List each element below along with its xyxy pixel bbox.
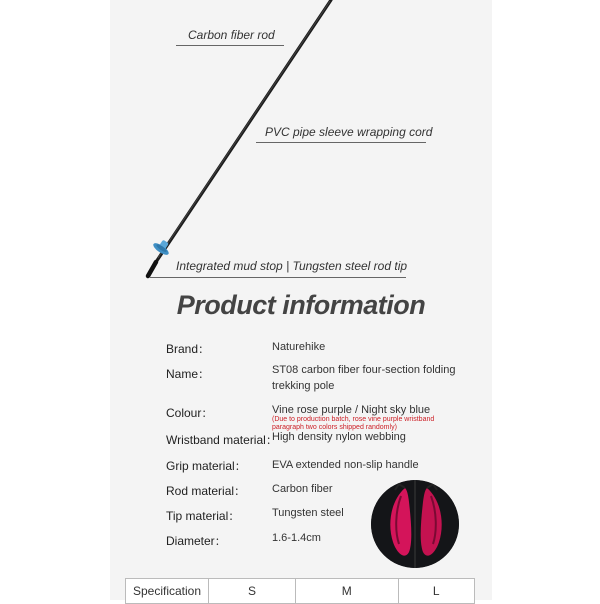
callout-rod: Carbon fiber rod (188, 28, 275, 42)
spec-value-brand: Naturehike (272, 341, 326, 353)
spec-value-grip: EVA extended non-slip handle (272, 459, 419, 471)
spec-label-diameter: Diameter： (166, 534, 227, 548)
spec-label-grip: Grip material： (166, 459, 247, 473)
tungsten-tip (148, 262, 156, 276)
callout-tip: Integrated mud stop | Tungsten steel rod tip (176, 259, 408, 273)
spec-value-wristband: High density nylon webbing (272, 431, 406, 443)
spec-label-wristband: Wristband material： (166, 433, 278, 447)
spec-label-tip: Tip material： (166, 509, 241, 523)
spec-value-diameter: 1.6-1.4cm (272, 532, 321, 544)
table-size-s: S (209, 579, 296, 604)
table-header-specification: Specification (126, 579, 209, 604)
spec-value-colour: Vine rose purple / Night sky blue (272, 404, 431, 416)
spec-label-name: Name： (166, 367, 211, 381)
table-size-l: L (398, 579, 474, 604)
spec-value-name: ST08 carbon fiber four-section folding trekking pole (272, 364, 456, 392)
spec-value-rod: Carbon fiber (272, 483, 333, 495)
spec-note-colour: (Due to production batch, rose vine purple wristband paragraph two colors shipped randomly) (272, 416, 435, 431)
spec-label-rod: Rod material： (166, 484, 247, 498)
callout-rod-line (176, 45, 284, 46)
size-table (125, 578, 475, 604)
spec-value-tip: Tungsten steel (272, 507, 344, 519)
callout-tip-line (150, 277, 406, 278)
callout-sleeve: PVC pipe sleeve wrapping cord (265, 125, 433, 139)
spec-label-colour: Colour： (166, 406, 214, 420)
spec-label-brand: Brand： (166, 342, 211, 356)
table-size-m: M (295, 579, 398, 604)
wristband-image (371, 480, 459, 568)
callout-sleeve-line (256, 142, 426, 143)
wristband-photo (371, 480, 459, 568)
section-title: Product information (176, 290, 426, 320)
